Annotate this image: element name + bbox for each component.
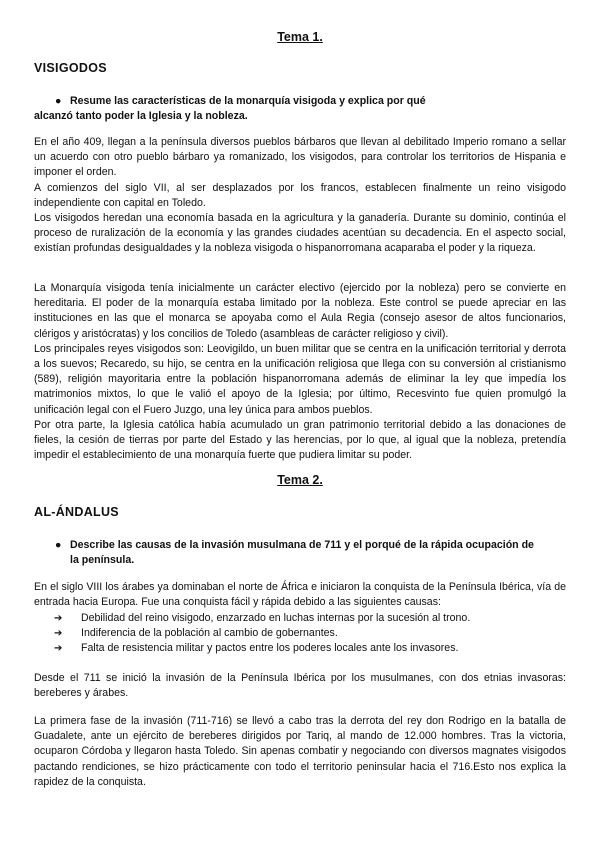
tema2-title: Tema 2. xyxy=(277,473,323,487)
paragraph: Los visigodos heredan una economía basada en la agricultura y la ganadería. Durante su dominio, continúa el proceso de ruralización de la economía y las grandes ciudades acentúan su decadencia. En el aspecto social, existían profundas desigualdades y la nobleza visigoda o hispanorromana acaparaba el poder y la riqueza. xyxy=(34,212,566,255)
paragraph: Desde el 711 se inició la invasión de la Península Ibérica por los musulmanes, con dos etnias invasoras: bereberes y árabes. xyxy=(34,672,566,700)
causes-list xyxy=(34,611,566,657)
bullet-icon: ● xyxy=(55,539,62,551)
question-line-1: Describe las causas de la invasión musulmana de 711 y el porqué de la rápida ocupación de xyxy=(70,539,534,551)
list-item xyxy=(34,641,566,656)
arrow-icon: ➔ xyxy=(54,613,63,624)
cause-text: Indiferencia de la población al cambio de gobernantes. xyxy=(81,627,338,640)
cause-text: Falta de resistencia militar y pactos entre los poderes locales ante los invasores. xyxy=(81,642,459,655)
question-line-1: Resume las características de la monarquía visigoda y explica por qué xyxy=(70,95,426,107)
bullet-icon: ● xyxy=(55,95,62,107)
text-block-711 xyxy=(34,671,566,701)
question-tema1 xyxy=(34,94,570,123)
paragraph: La primera fase de la invasión (711-716) se llevó a cabo tras la derrota del rey don Rodrigo en la batalla de Guadalete, ante un ejército de bereberes dirigidos por Tariq, al mando de 12.000 hombres. Tras la victoria, ocuparon Córdoba y llegaron hasta Toledo. Sin apenas combatir y negociando con diversos magnates visigodos pactando rendiciones, se hizo prácticamente con todo el territorio peninsular hacia el 716.Esto nos explica la rapidez de la conquista. xyxy=(34,715,566,788)
text-block-primera-fase xyxy=(34,714,566,790)
arrow-icon: ➔ xyxy=(54,628,63,640)
paragraph: A comienzos del siglo VII, al ser desplazados por los francos, establecen finalmente un reino visigodo independiente con capital en Toledo. xyxy=(34,181,566,209)
question-line-2: alcanzó tanto poder la Iglesia y la nobleza. xyxy=(34,109,248,122)
list-item xyxy=(34,611,566,626)
tema1-title: Tema 1. xyxy=(277,30,323,44)
text-block-monarquia xyxy=(34,281,566,463)
paragraph: Por otra parte, la Iglesia católica había acumulado un gran patrimonio territorial debido a las donaciones de fieles, la cesión de tierras por parte del Estado y las herencias, por lo que, al igual que la nobleza, pretendía impedir el establecimiento de una monarquía fuerte que pudiera limitar su poder. xyxy=(34,418,566,462)
text-block-intro xyxy=(34,135,566,257)
paragraph: Los principales reyes visigodos son: Leovigildo, un buen militar que se centra en la unificación territorial y derrota a los suevos; Recaredo, su hijo, se centra en la unificación religiosa que llega con su conversión al cristianismo (589), religión mayoritaria entre la población hispanorromana además de eliminar la ley que impedía los matrimonios mixtos, lo que le valió el apoyo de la Iglesia; por último, Recesvinto fue quien promulgó la unificación legal con el Fuero Juzgo, una ley única para ambos pueblos. xyxy=(34,342,566,416)
arrow-icon: ➔ xyxy=(54,643,63,655)
question-tema2 xyxy=(34,538,570,567)
section-title-visigodos: VISIGODOS xyxy=(34,61,107,75)
text-block-causas xyxy=(34,580,566,610)
question-line-2: la península. xyxy=(70,553,135,566)
section-title-al-andalus: AL-ÁNDALUS xyxy=(34,505,119,519)
paragraph: En el año 409, llegan a la península diversos pueblos bárbaros que llevan al debilitado Imperio romano a sellar un acuerdo con otro pueblo bárbaro ya romanizado, los visigodos, para controlar los territorios de Hispania e imponer el orden. xyxy=(34,136,566,179)
cause-text: Debilidad del reino visigodo, enzarzado en luchas internas por la sucesión al trono. xyxy=(81,612,471,624)
list-item xyxy=(34,626,566,641)
paragraph: En el siglo VIII los árabes ya dominaban el norte de África e iniciaron la conquista de la Península Ibérica, vía de entrada hacia Europa. Fue una conquista fácil y rápida debido a las siguientes causas: xyxy=(34,581,566,609)
paragraph: La Monarquía visigoda tenía inicialmente un carácter electivo (ejercido por la nobleza) pero se convierte en hereditaria. El poder de la monarquía estaba limitado por la nobleza. Este control se puede apreciar en las instituciones en las que el monarca se apoyaba como el Aula Regia (consejo asesor de altos funcionarios, clérigos y aristócratas) y los concilios de Toledo (asambleas de carácter religioso y civil). xyxy=(34,282,566,340)
